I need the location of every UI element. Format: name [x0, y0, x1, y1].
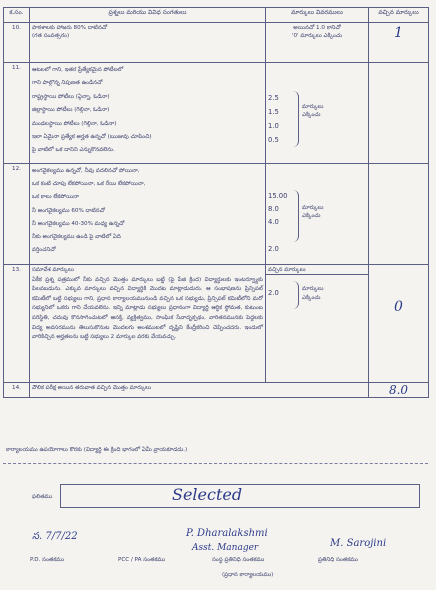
value-line: 15.00	[268, 192, 288, 200]
brace-icon	[292, 190, 302, 242]
value-line: 1.0	[268, 122, 279, 130]
question-line: వర్తించనిచో	[32, 247, 56, 254]
table-row	[4, 164, 429, 265]
question-line: జిల్లాస్థాయి పోటీలు (గెల్గినా, ఓడినా)	[32, 107, 110, 114]
value-line: 2.0	[268, 244, 279, 253]
row-question: వౌలిక పరీక్ష అయిన తరువాత వచ్చిన మొత్తం మార్కులు	[30, 383, 369, 398]
value-label: ఎక్కించు	[302, 112, 321, 119]
signature-dharalakshmi: P. Dharalakshmi	[186, 528, 268, 539]
question-line: పాఠశాలకు హాజరు 80% దాటినచో	[32, 25, 108, 31]
value-label: మార్కులు	[302, 104, 324, 110]
question-paragraph: ఏకీక ప్రశ్న పత్రములో నీకు వచ్చిన మొత్తం మార్కులు బట్టి (పై పేజి క్రింద) విద్యార్థులకు ఇంటర్వ్యూకు పిలవబడును. ఎక్కువ మార్కులు వచ్చిన విద్యార్థికి మొదట మాట్లాడుదురు. ఆ సంభాషణను ప్రిన్సిపల్ కమిటీలో బట్టి సభ్యులు గాని, ప్రధాన కార్యాలయమునుండి వచ్చిన ఒక సభ్యుడు, ప్రిన్సిపల్ కమిటీలోని మరో సభ్యునిలో ఒకరు గాని చేయవలెను. ఇన్ని మాట్లాడు సభ్యులు ప్రధానంగా విద్యార్థి ఆర్థిక స్థోమత, కుటుంబ పరిస్థితి, చదువు కొనసాగించుటలో ఆసక్తి, వ్యక్తిత్వము, సాంఘిక సేవాదృక్పథం, వారితనమునకు పెద్దలకు విద్య అవసరమును తెలుసుకొనుట మొదలగు అంశములలో దృష్టిని కేంద్రీకరించి చెప్పించదరు. ఇందులో వారికిచ్చిన అర్హతలను బట్టి సభ్యులు 2 మార్కుల వరకు వేయవచ్చు.	[32, 276, 263, 341]
table-header-row	[4, 8, 429, 23]
table-row	[4, 23, 429, 63]
head-office-label: (ప్రధాన కార్యాలయము)	[222, 572, 274, 578]
row-question	[30, 265, 266, 383]
pdo-signature-label: P.D. సంతకము	[30, 557, 65, 563]
marks-table	[3, 7, 429, 398]
question-line: ఇలా ఏమైనా ప్రత్యేక అర్హత ఉన్నచో (ఋజువు చూపించి)	[32, 134, 152, 141]
row-marks	[369, 63, 429, 164]
table-row	[4, 383, 429, 398]
row-number: 13.	[4, 265, 30, 383]
row-question	[30, 63, 266, 164]
question-line: గాని పాల్గొన్న నిపుణత ఉండినచో	[32, 80, 103, 87]
value-line: 0.5	[268, 136, 279, 144]
table-row	[4, 63, 429, 164]
row-marks: 0	[369, 265, 429, 383]
question-line: పై వాటిలో ఒక దానిని ఎన్నుకొనవలెను.	[32, 147, 115, 154]
pcc-signature-label: PCC / PA సంతకము	[118, 557, 166, 563]
question-line: మండలస్థాయి పోటీలు (గెల్గినా, ఓడినా)	[32, 120, 117, 127]
value-line	[268, 230, 292, 243]
brace-icon	[292, 91, 302, 147]
result-value: Selected	[172, 485, 243, 504]
row-marks	[369, 164, 429, 265]
col-header-marks: వచ్చిన మార్కులు	[369, 8, 429, 23]
value-label: మార్కులు	[302, 286, 324, 293]
question-title: సమావేశ మార్కులు	[32, 267, 74, 273]
question-line: ఒక కాలు లేకపోయినా	[32, 194, 79, 201]
row-number: 11.	[4, 63, 30, 164]
divider	[3, 463, 428, 464]
row-marks: 1	[369, 23, 429, 63]
table-row	[4, 265, 429, 383]
col-header-details: మార్కులు వివరములు	[266, 8, 369, 23]
row-details	[266, 23, 369, 63]
value-label: ఎక్కించు	[302, 294, 321, 301]
row-details	[266, 164, 369, 265]
value-line: 1.5	[268, 108, 279, 116]
question-line: నీకు అంగవైకల్యము ఉండి పై వాటిలో ఏది	[32, 234, 121, 241]
row-number: 10.	[4, 23, 30, 63]
brace-icon	[292, 281, 302, 309]
row-details	[266, 265, 369, 383]
institution-signature-label: సంస్థ ప్రతినిధి సంతకము	[212, 557, 265, 563]
col-header-sno: క.సం.	[4, 8, 30, 23]
row-marks: 8.0	[369, 383, 429, 398]
row-number: 12.	[4, 164, 30, 265]
value-line: 2.0	[268, 289, 279, 298]
office-use-note: కార్యాలయము ఉపయోగాలు కొరకు (విద్యార్థి ఈ క్రింది భాగంలో ఏమీ వ్రాయకూడదు.)	[6, 447, 188, 453]
signature-pdo: స. 7/7/22	[32, 531, 78, 542]
row-number: 14.	[4, 383, 30, 398]
row-details	[266, 63, 369, 164]
question-line: ఒక కంటి చూపు లేకపోయినా, ఒక రేయి లేకపోయినా,	[32, 181, 146, 188]
col-header-question: ప్రశ్నలు మరియు వివిధ సంగతులు	[30, 8, 266, 23]
signature-designation: Asst. Manager	[192, 543, 259, 553]
value-line: 2.5	[268, 94, 279, 102]
details-line: '0' మార్కులు ఎక్కించు	[291, 33, 343, 40]
details-title: వచ్చిన మార్కులు	[266, 266, 368, 275]
question-line: (గత సంవత్సరం)	[32, 33, 70, 40]
value-line: 8.0	[268, 205, 279, 214]
question-line: నీ అంగవైకల్యము 40-30% మధ్య ఉన్నచో	[32, 220, 125, 227]
question-line: రాష్ట్రస్థాయి పోటీలు (ఏ్గన్నా, ఓడినా)	[32, 93, 110, 100]
row-question	[30, 23, 266, 63]
value-label: మార్కులు	[302, 205, 324, 211]
signature-sarojini: M. Sarojini	[330, 538, 387, 549]
question-line: నీ అంగవైకల్యము 60% దాటినచో	[32, 207, 105, 214]
representative-signature-label: ప్రతినిధి సంతకము	[318, 557, 358, 563]
details-line: అయినచో 1.0 కానిచో	[293, 25, 341, 31]
value-label: ఎక్కించు	[302, 213, 321, 220]
row-question	[30, 164, 266, 265]
value-line: 4.0	[268, 218, 279, 227]
question-line: ఆటలలో గాని, ఇతర ప్రేత్యేకమైన పోటీలలో	[32, 67, 124, 73]
result-label: ఫలితము	[32, 494, 53, 500]
question-line: అంగవైకల్యము ఉన్నచో, నీవు వదలినచో పోయినా,	[32, 168, 140, 174]
